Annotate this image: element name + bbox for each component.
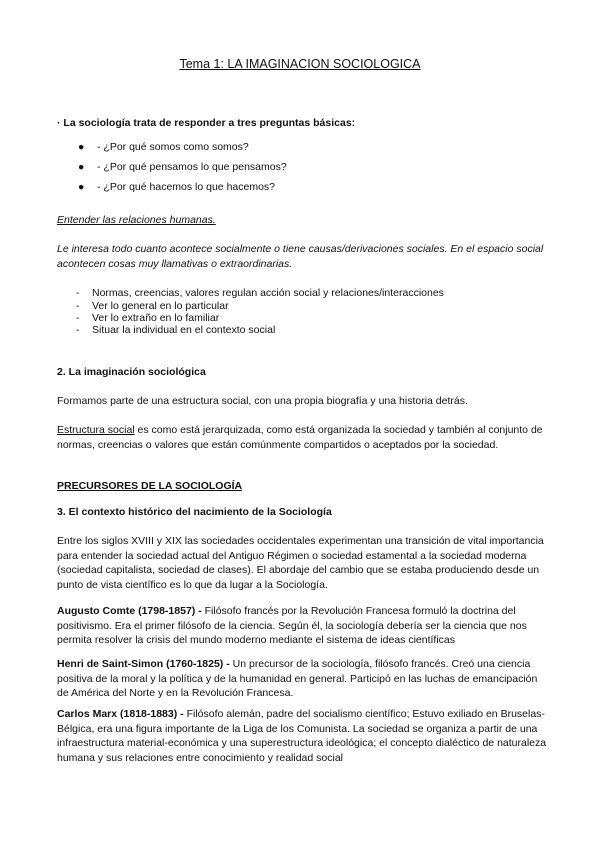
dash-marker: -	[76, 324, 80, 336]
section-3-heading: 3. El contexto histórico del nacimiento de la Sociología	[57, 506, 332, 518]
list-item: Situar la individual en el contexto social	[92, 324, 276, 336]
bullet-icon: ●	[78, 161, 85, 173]
list-item: Normas, creencias, valores regulan acción social y relaciones/interacciones	[92, 287, 444, 299]
dash-marker: -	[76, 300, 80, 312]
section-2-paragraph-2	[57, 423, 547, 452]
precursores-heading: PRECURSORES DE LA SOCIOLOGÍA	[57, 480, 243, 492]
page-title: Tema 1: LA IMAGINACION SOCIOLOGICA	[179, 57, 421, 71]
question-item: - ¿Por qué pensamos lo que pensamos?	[97, 161, 287, 173]
dash-marker: -	[76, 287, 80, 299]
author-description: Un precursor de la sociología, filósofo francés. Creó una ciencia positiva de la moral y la política y de la humanidad en general. Participó en las luchas de emancipación de América del Norte y en la Revolución Francesa.	[57, 658, 538, 700]
author-comte	[57, 604, 547, 648]
author-name: Carlos Marx (1818-1883) -	[57, 708, 184, 720]
section-3-paragraph: Entre los siglos XVIII y XIX las sociedades occidentales experimentan una transición de vital importancia para entender la sociedad actual del Antiguo Régimen o sociedad estamental a la sociedad moderna (sociedad capitalista, sociedad de clases). El abordaje del cambio que se estaba produciendo desde un punto de vista científico es lo que da lugar a la Sociología.	[57, 535, 544, 591]
entender-heading: Entender las relaciones humanas.	[57, 214, 216, 226]
estructura-social-term: Estructura social	[57, 424, 135, 436]
section-2-heading: 2. La imaginación sociológica	[57, 366, 206, 378]
estructura-social-definition: es como está jerarquizada, como está organizada la sociedad y también al conjunto de normas, creencias o valores que están comúnmente compartidos o aceptados por la sociedad.	[57, 424, 543, 451]
question-item: - ¿Por qué hacemos lo que hacemos?	[97, 181, 276, 193]
author-name: Henri de Saint-Simon (1760-1825) -	[57, 658, 230, 670]
interesa-paragraph: Le interesa todo cuanto acontece socialmente o tiene causas/derivaciones sociales. En el espacio social acontecen cosas muy llamativas o extraordinarias.	[57, 243, 544, 270]
list-item: Ver lo general en lo particular	[92, 300, 229, 312]
bullet-icon: ●	[78, 181, 85, 193]
section-2-paragraph-1: Formamos parte de una estructura social, con una propia biografía y una historia detrás.	[57, 395, 468, 407]
question-item: - ¿Por qué somos como somos?	[97, 141, 249, 153]
author-saint-simon	[57, 657, 547, 701]
author-marx	[57, 707, 547, 765]
bullet-icon: ●	[78, 141, 85, 153]
dash-marker: -	[76, 312, 80, 324]
list-item: Ver lo extraño en lo familiar	[92, 312, 220, 324]
author-description: Filósofo francés por la Revolución Francesa formuló la doctrina del positivismo. Era el primer filósofo de la ciencia. Según él, la sociología debería ser la ciencia que nos permita resolver la crisis del mundo moderno mediante el sistema de ideas científicas	[57, 605, 527, 647]
author-description: Filósofo alemán, padre del socialismo científico; Estuvo exiliado en Bruselas-Bélgica, era una figura importante de la Liga de los Comunista. La sociedad se organiza a partir de una infraestructura material-económica y una superestructura ideológica; el concepto dialéctico de naturaleza humana y sus relaciones entre conocimiento y realidad social	[57, 708, 547, 764]
author-name: Augusto Comte (1798-1857) -	[57, 605, 202, 617]
intro-lead: · La sociología trata de responder a tres preguntas básicas:	[57, 117, 356, 129]
